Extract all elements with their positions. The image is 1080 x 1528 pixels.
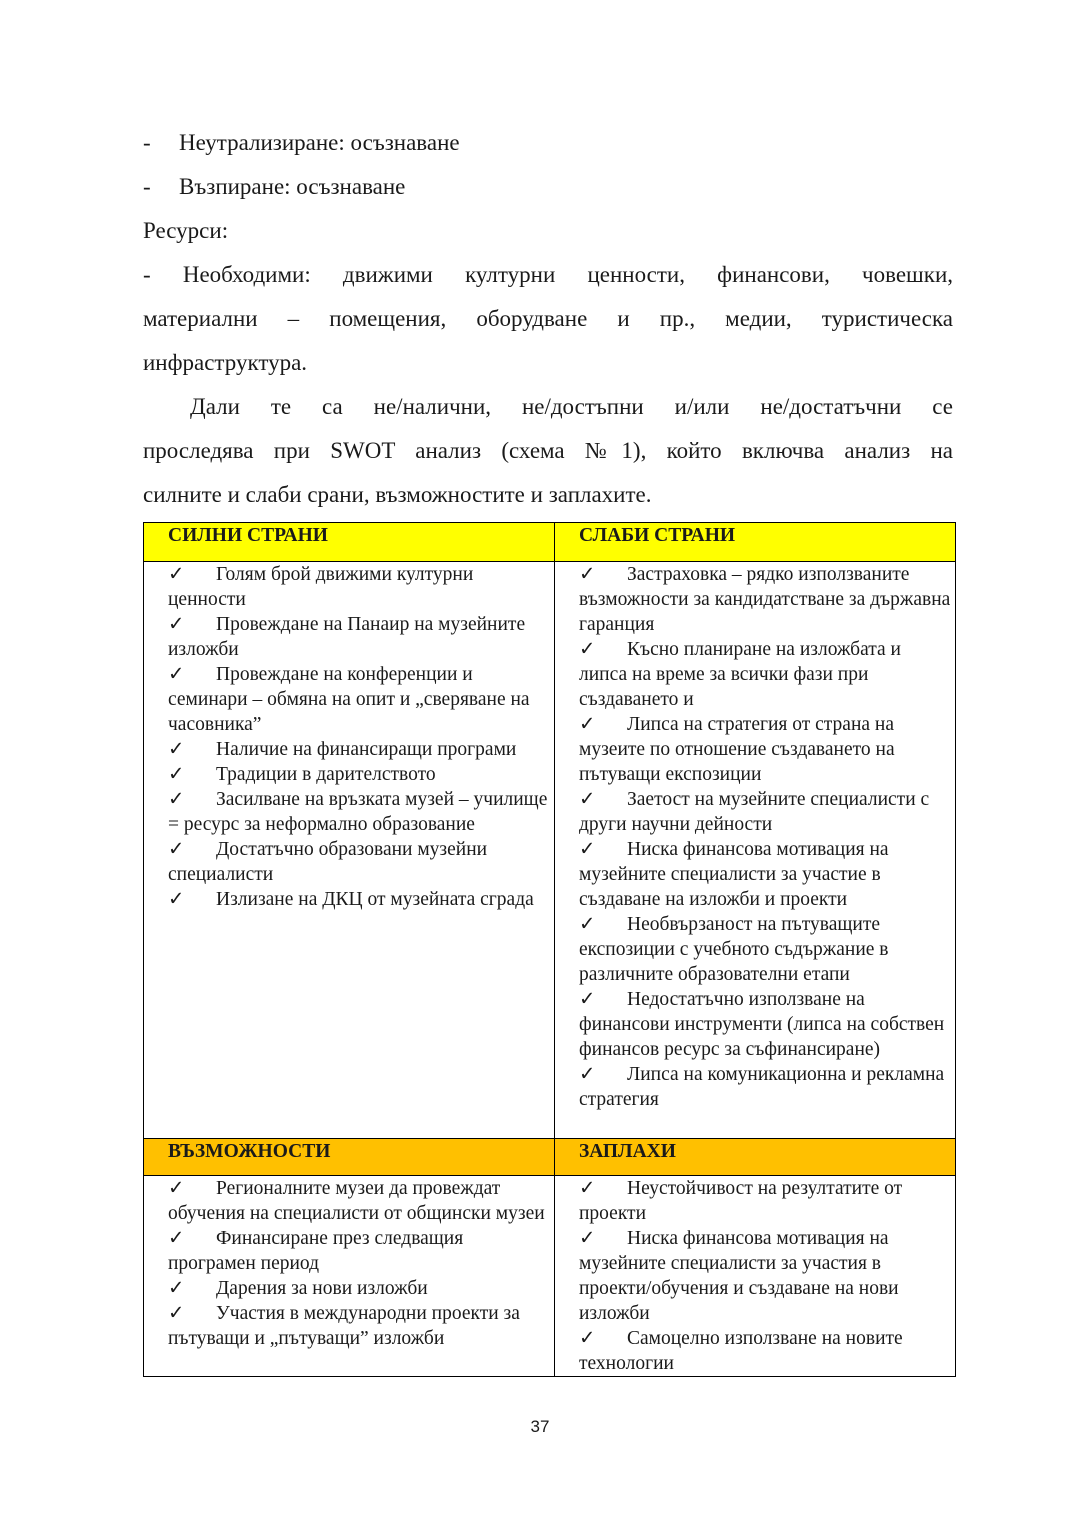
swot-list-item [168, 1276, 550, 1301]
swot-item-text: Участия в международни проекти за пътуващи и „пътуващи” изложби [168, 1303, 520, 1349]
swot-item-text: Голям брой движими културни ценности [168, 564, 474, 610]
swot-item-text: Неустойчивост на резултатите от проекти [579, 1178, 903, 1224]
swot-item-text: Заетост на музейните специалисти с други научни дейности [579, 789, 930, 835]
swot-header-row [144, 1139, 956, 1176]
checkmark-icon: ✓ [168, 1228, 185, 1249]
checkmark-icon: ✓ [168, 764, 185, 785]
swot-item-text: Ниска финансова мотивация на музейните специалисти за участия в проекти/обучения и създаване на нови изложби [579, 1228, 899, 1324]
swot-list-item [579, 1226, 951, 1326]
checkmark-icon: ✓ [168, 1178, 185, 1199]
opportunities-cell [144, 1176, 555, 1377]
checkmark-icon: ✓ [579, 1228, 596, 1249]
swot-item-text: Финансиране през следващия програмен период [168, 1228, 464, 1274]
swot-item-text: Регионалните музеи да провеждат обучения на специалисти от общински музеи [168, 1178, 545, 1224]
swot-list-item [168, 1301, 550, 1351]
swot-list-item [579, 787, 951, 837]
swot-list-item [168, 837, 550, 887]
swot-list-item [579, 987, 951, 1062]
swot-list-item [579, 837, 951, 912]
swot-item-text: Необвързаност на пътуващите експозиции с учебното съдържание в различните образователни етапи [579, 914, 889, 985]
checkmark-icon: ✓ [579, 639, 596, 660]
checkmark-icon: ✓ [168, 614, 185, 635]
dash-bullet: - [143, 130, 151, 155]
checkmark-icon: ✓ [168, 889, 185, 910]
swot-list-item [168, 737, 550, 762]
dash-bullet: - [143, 174, 151, 199]
checkmark-icon: ✓ [168, 739, 185, 760]
checkmark-icon: ✓ [168, 839, 185, 860]
swot-list-item [579, 1326, 951, 1376]
checkmark-icon: ✓ [168, 789, 185, 810]
swot-list-item [579, 912, 951, 987]
swot-item-text: Липса на стратегия от страна на музеите по отношение създаването на пътуващи експозиции [579, 714, 895, 785]
threats-header: ЗАПЛАХИ [555, 1139, 956, 1176]
swot-list-item [168, 787, 550, 837]
checkmark-icon: ✓ [579, 1178, 596, 1199]
swot-item-text: Провеждане на Панаир на музейните изложби [168, 614, 526, 660]
swot-list-item [579, 712, 951, 787]
swot-list-item [168, 562, 550, 612]
checkmark-icon: ✓ [168, 564, 185, 585]
checkmark-icon: ✓ [579, 989, 596, 1010]
swot-content-row [144, 562, 956, 1139]
swot-list-item [579, 637, 951, 712]
swot-list-item [579, 1062, 951, 1112]
weaknesses-cell [555, 562, 956, 1139]
page-number: 37 [530, 1417, 550, 1436]
paragraph-line: силните и слаби срани, възможностите и заплахите. [143, 482, 652, 507]
swot-list-item [168, 887, 550, 912]
checkmark-icon: ✓ [579, 914, 596, 935]
resources-heading: Ресурси: [143, 218, 229, 243]
strengths-header: СИЛНИ СТРАНИ [144, 523, 555, 562]
swot-item-text: Достатъчно образовани музейни специалисти [168, 839, 488, 885]
paragraph-line: Дали те са не/налични, не/достъпни и/или не/достатъчни се [190, 394, 953, 419]
swot-item-text: Липса на комуникационна и рекламна стратегия [579, 1064, 945, 1110]
checkmark-icon: ✓ [168, 664, 185, 685]
swot-item-text: Късно планиране на изложбата и липса на време за всички фази при създаването и [579, 639, 901, 710]
swot-item-text: Самоцелно използване на новите технологии [579, 1328, 903, 1374]
swot-item-text: Недостатъчно използване на финансови инструменти (липса на собствен финансов ресурс за съфинансиране) [579, 989, 945, 1060]
intro-line-text: Възпиране: осъзнаване [179, 174, 406, 199]
strengths-cell [144, 562, 555, 1139]
opportunities-header: ВЪЗМОЖНОСТИ [144, 1139, 555, 1176]
resources-line: материални – помещения, оборудване и пр., медии, туристическа [143, 306, 953, 331]
threats-cell [555, 1176, 956, 1377]
swot-item-text: Дарения за нови изложби [216, 1278, 428, 1299]
swot-table [143, 522, 956, 1377]
swot-header-row [144, 523, 956, 562]
checkmark-icon: ✓ [579, 1328, 596, 1349]
checkmark-icon: ✓ [579, 839, 596, 860]
swot-item-text: Ниска финансова мотивация на музейните специалисти за участие в създаване на изложби и проекти [579, 839, 889, 910]
swot-item-text: Излизане на ДКЦ от музейната сграда [216, 889, 534, 910]
checkmark-icon: ✓ [579, 564, 596, 585]
swot-list-item [168, 762, 550, 787]
paragraph-line: проследява при SWOT анализ (схема №1), който включва анализ на [143, 438, 953, 463]
swot-item-text: Провеждане на конференции и семинари – обмяна на опит и „сверяване на часовника” [168, 664, 530, 735]
swot-list-item [168, 612, 550, 662]
checkmark-icon: ✓ [579, 1064, 596, 1085]
intro-line [143, 128, 460, 158]
swot-list-item [168, 662, 550, 737]
swot-item-text: Наличие на финансиращи програми [216, 739, 517, 760]
swot-item-text: Традиции в дарителството [216, 764, 436, 785]
weaknesses-header: СЛАБИ СТРАНИ [555, 523, 956, 562]
intro-line-text: Неутрализиране: осъзнаване [179, 130, 460, 155]
swot-item-text: Засилване на връзката музей – училище = ресурс за неформално образование [168, 789, 548, 835]
resources-line: - Необходими: движими културни ценности, финансови, човешки, [143, 262, 953, 287]
checkmark-icon: ✓ [168, 1278, 185, 1299]
checkmark-icon: ✓ [579, 789, 596, 810]
swot-item-text: Застраховка – рядко използваните възможности за кандидатстване за държавна гаранция [579, 564, 951, 635]
swot-list-item [168, 1176, 550, 1226]
resources-line: инфраструктура. [143, 350, 308, 375]
checkmark-icon: ✓ [579, 714, 596, 735]
checkmark-icon: ✓ [168, 1303, 185, 1324]
swot-list-item [579, 1176, 951, 1226]
swot-content-row [144, 1176, 956, 1377]
swot-list-item [168, 1226, 550, 1276]
intro-line [143, 172, 405, 202]
swot-list-item [579, 562, 951, 637]
